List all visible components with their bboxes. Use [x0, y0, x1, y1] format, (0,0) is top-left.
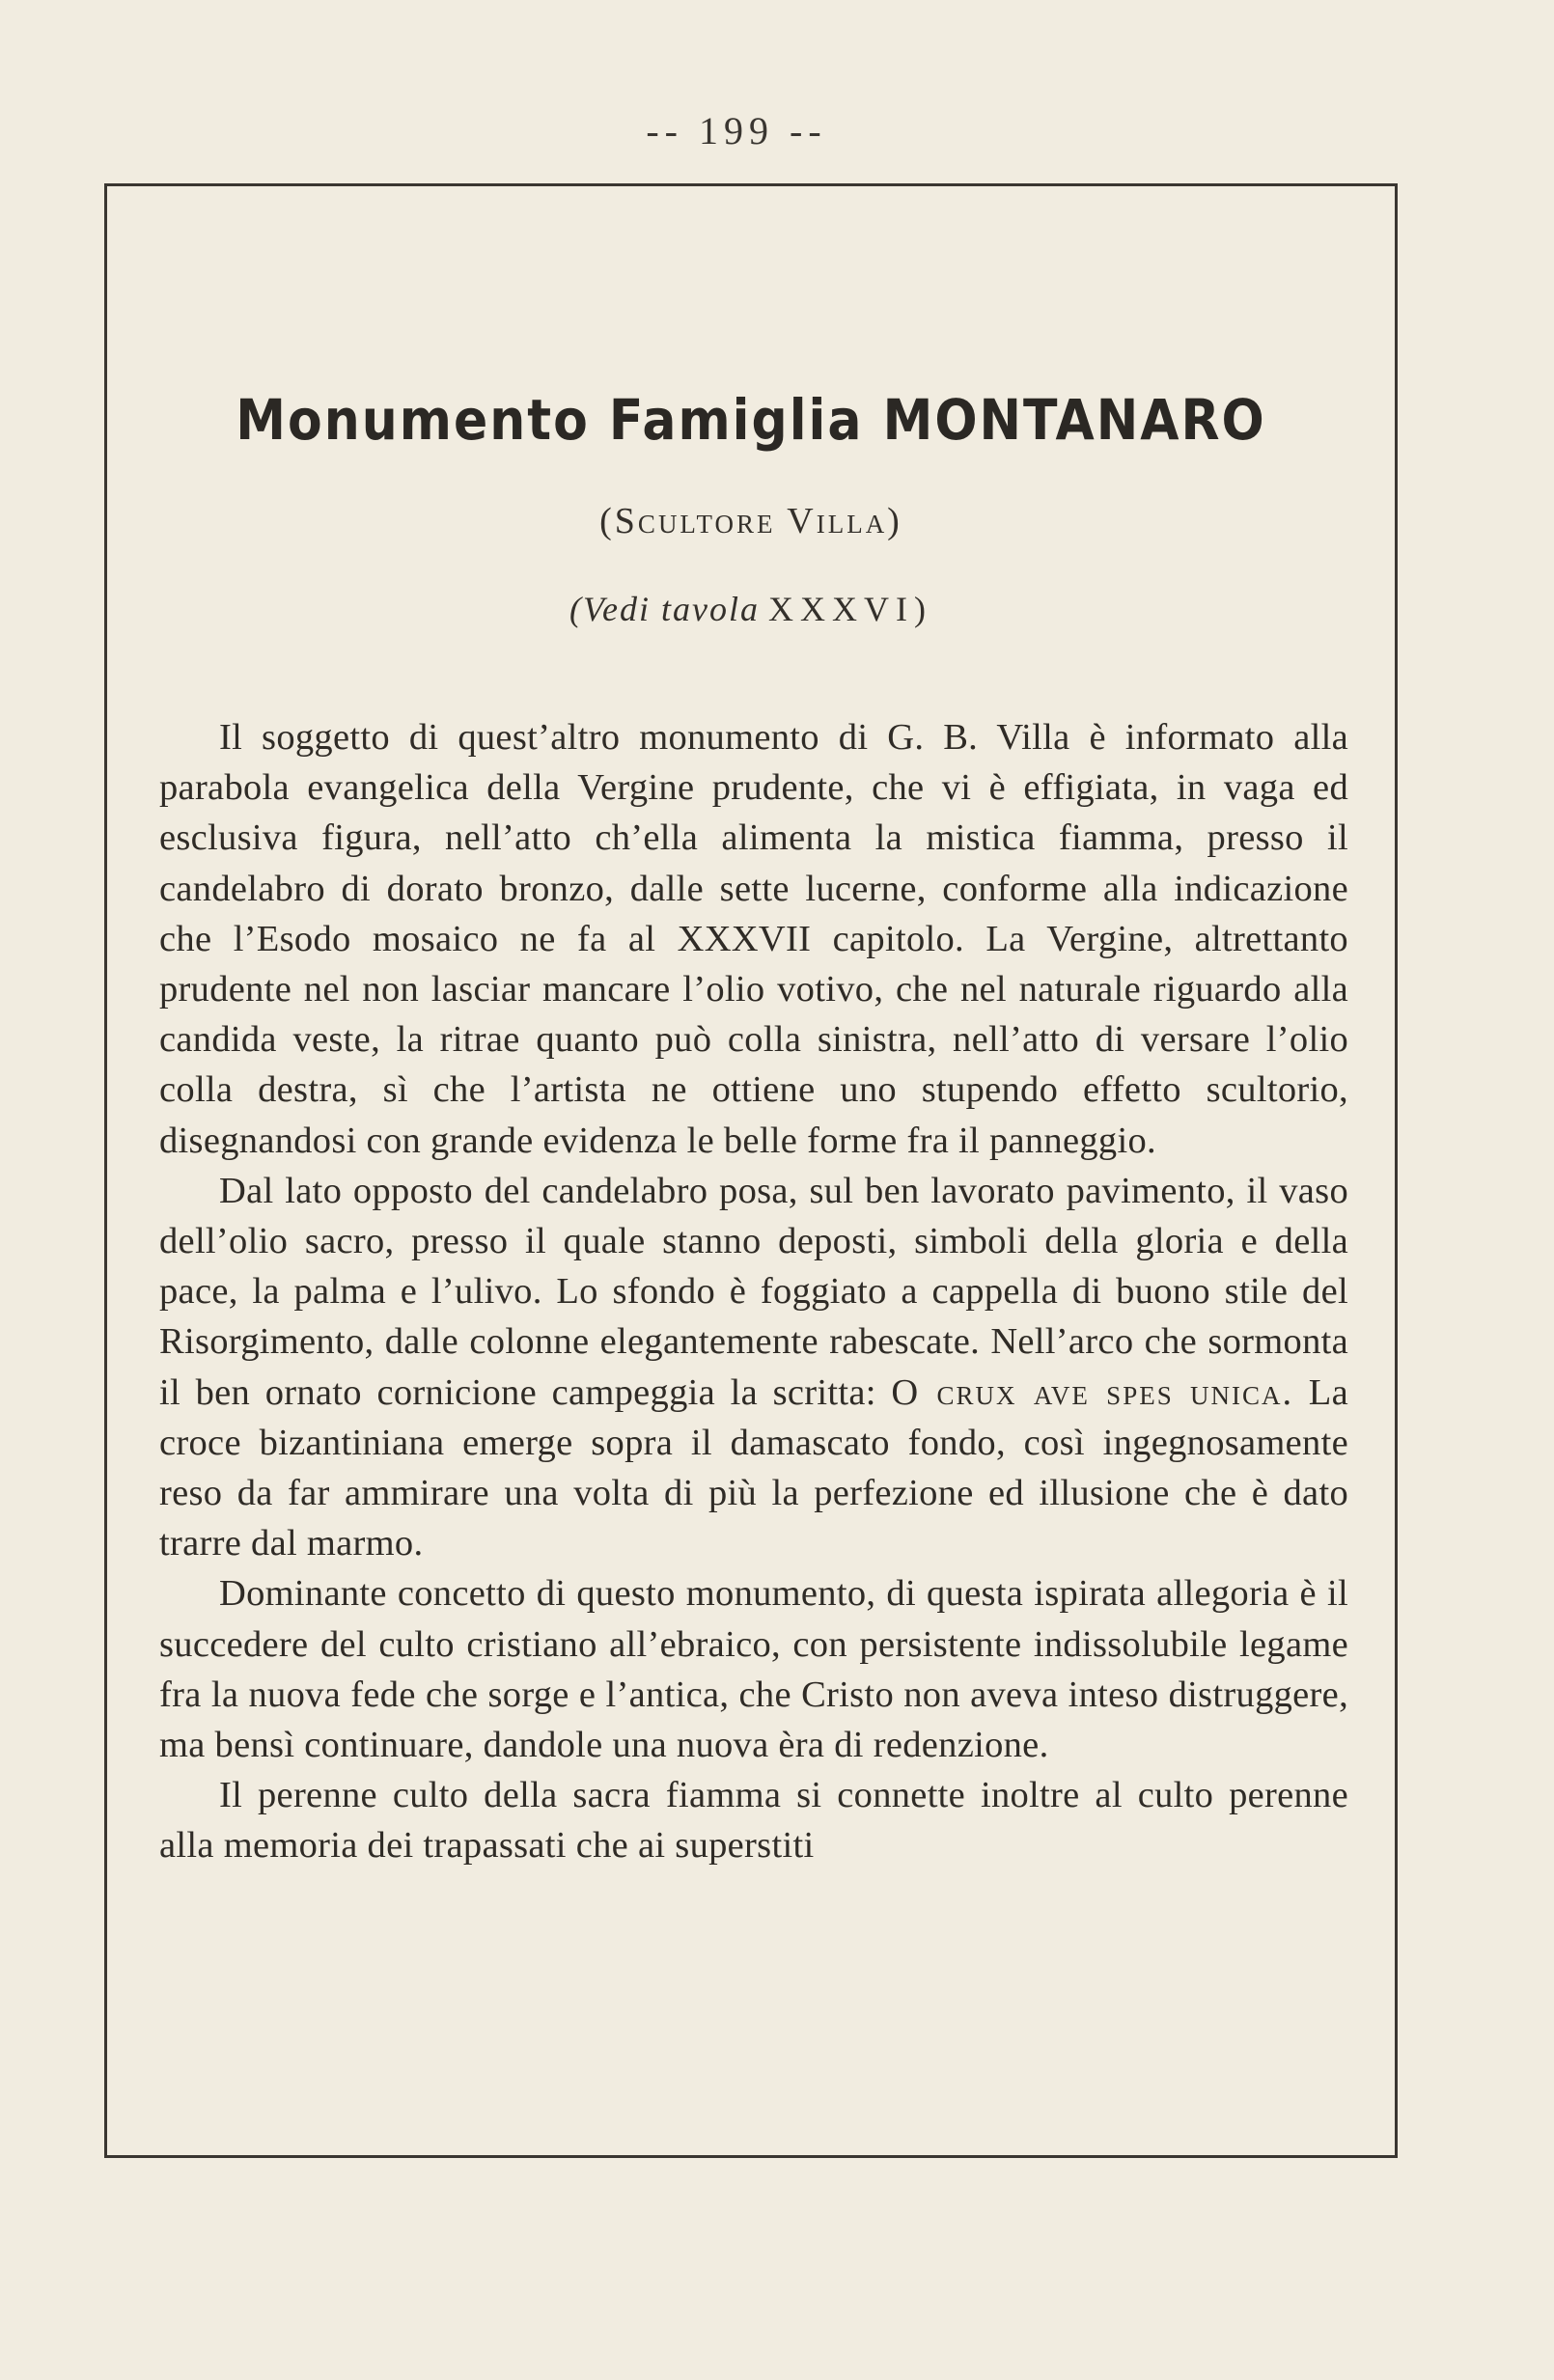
body-text [159, 712, 1348, 1871]
inscription: O crux ave spes unica. [891, 1371, 1294, 1413]
paragraph-2-continuation: La croce bizantiniana emerge sopra il damascato fondo, così ingegnosamente reso da far ammirare una volta di più la perfezione ed illusione che è dato trarre dal marmo. [159, 1371, 1348, 1564]
page-number: -- 199 -- [646, 109, 827, 152]
paragraph-1: Il soggetto di quest’altro monumento di G. B. Villa è informato alla parabola evangelica della Vergine prudente, che vi è effigiata, in vaga ed esclusiva figura, nell’atto ch’ella alimenta la mistica fiamma, presso il candelabro di dorato bronzo, dalle sette lucerne, conforme alla indicazione che l’Esodo mosaico ne fa al XXXVII capitolo. La Vergine, altrettanto prudente nel non lasciar mancare l’olio votivo, che nel naturale riguardo alla candida veste, la ritrae quanto può colla sinistra, nell’atto di versare l’olio colla destra, sì che l’artista ne ottiene uno stupendo effetto scultorio, disegnandosi con grande evidenza le belle forme fra il panneggio. [159, 717, 1348, 1161]
sculptor-subtitle: (Scultore Villa) [599, 501, 902, 541]
plate-reference-number: XXXVI) [767, 590, 932, 628]
paragraph-2-text: Dal lato opposto del candelabro posa, sul ben lavorato pavimento, il vaso dell’olio sacro, presso il quale stanno deposti, simboli della gloria e della pace, la palma e l’ulivo. Lo sfondo è foggiato a cappella di buono stile del Risorgimento, dalle colonne elegantemente rabescate. Nell’arco che sormonta il ben ornato cornicione campeggia la scritta: [159, 1170, 1348, 1413]
paragraph-3: Dominante concetto di questo monumento, di questa ispirata allegoria è il succedere del culto cristiano all’ebraico, con persistente indissolubile legame fra la nuova fede che sorge e l’antica, che Cristo non aveva inteso distruggere, ma bensì continuare, dandole una nuova èra di redenzione. [159, 1573, 1348, 1766]
plate-reference-label: (Vedi tavola [569, 590, 760, 628]
monument-title: Monumento Famiglia MONTANARO [236, 388, 1266, 454]
paragraph-4: Il perenne culto della sacra fiamma si connette inoltre al culto perenne alla memoria dei trapassati che ai superstiti [159, 1775, 1348, 1867]
paragraph-2 [159, 1166, 1348, 1569]
plate-reference [104, 589, 1398, 629]
